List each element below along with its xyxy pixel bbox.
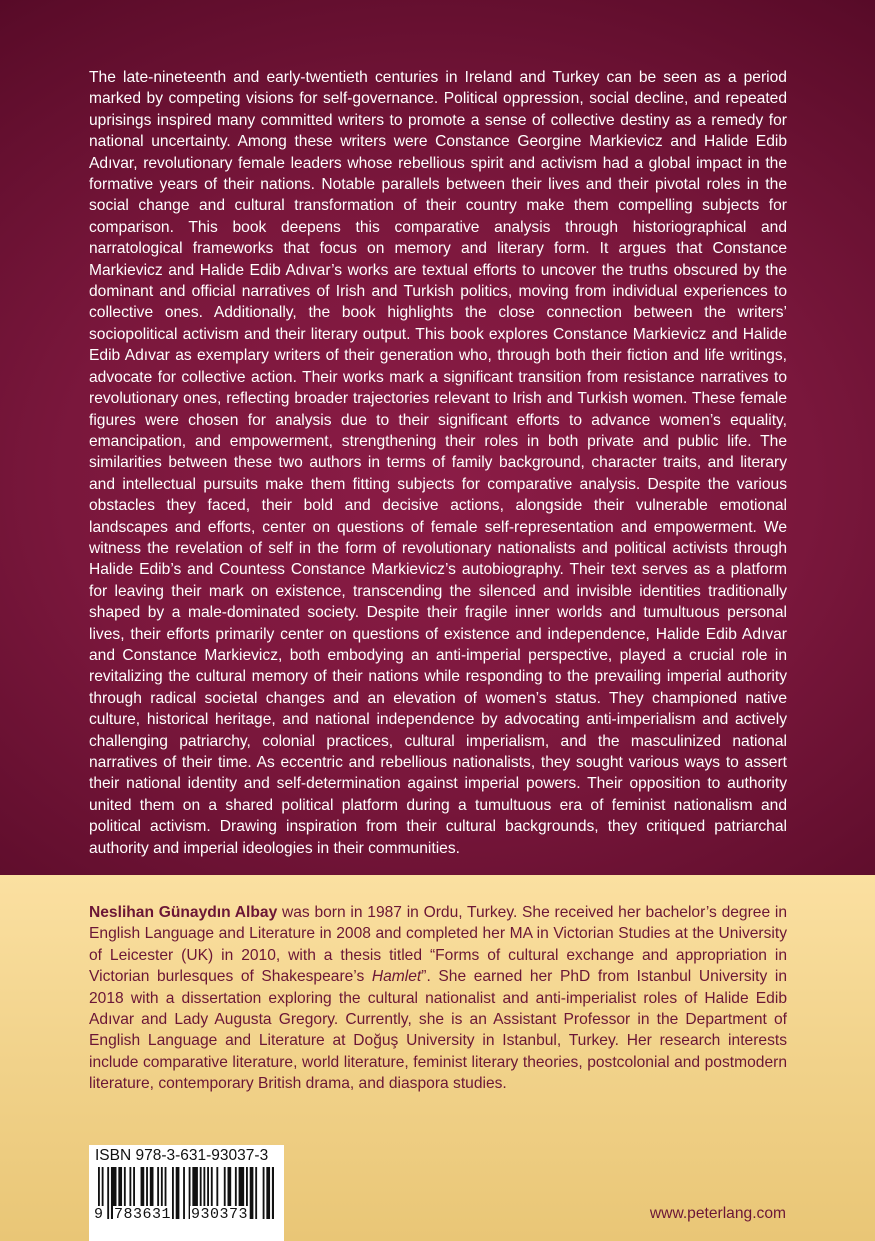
barcode-bar xyxy=(176,1167,180,1219)
barcode-bar xyxy=(250,1167,254,1219)
bio-text-part-2: ”. She earned her PhD from Istanbul University in 2018 with a dissertation exploring the cultural nationalist and anti-imperialist roles of Halide Edib Adıvar and Lady Augusta Gregory. Currently, she is an Assistant Professor in the Department of English Language and Literature at Doğuş University in Istanbul, Turkey. Her research interests include comparative literature, world literature, feminist literary theories, postcolonial and postmodern literature, contemporary British drama, and diaspora studies. xyxy=(89,968,787,1093)
author-bio xyxy=(89,902,787,1095)
isbn-label: ISBN 978-3-631-93037-3 xyxy=(95,1147,269,1164)
barcode-bar xyxy=(183,1167,185,1219)
barcode-bar xyxy=(107,1167,109,1219)
barcode-bar xyxy=(266,1167,270,1219)
bio-text-part-1: was born in 1987 in Ordu, Turkey. She received her bachelor’s degree in English Language and Literature in 2008 and completed her MA in Victorian Studies at the University of Leicester (UK) in 2010, with a thesis titled “Forms of cultural exchange and appropriation in Victorian burlesques of Shakespeare’s xyxy=(89,904,787,986)
publisher-website[interactable]: www.peterlang.com xyxy=(649,1205,786,1222)
isbn-digits-left: 783631 xyxy=(113,1206,172,1226)
thesis-title-italic: Hamlet xyxy=(371,968,422,986)
barcode-bar xyxy=(272,1167,274,1219)
barcode-bar xyxy=(255,1167,257,1219)
isbn-digit-first: 9 xyxy=(93,1206,105,1226)
barcode-bar xyxy=(263,1167,265,1219)
isbn-digits-right: 930373 xyxy=(190,1206,249,1226)
author-name: Neslihan Günaydın Albay xyxy=(89,904,278,921)
barcode-bar xyxy=(172,1167,174,1219)
book-blurb: The late-nineteenth and early-twentieth centuries in Ireland and Turkey can be seen as a period marked by competing visions for self-governance. Political oppression, social decline, and repeated uprisings inspired many committed writers to promote a sense of collective destiny as a remedy for national uncertainty. Among these writers were Constance Georgine Markievicz and Halide Edib Adıvar, revolutionary female leaders whose rebellious spirit and activism had a global impact in the formative years of their nations. Notable parallels between their lives and their pivotal roles in the social change and cultural transformation of their country make them compelling subjects for comparison. This book deepens this comparative analysis through historiographical and narratological frameworks that focus on memory and literary form. It argues that Constance Markievicz and Halide Edib Adıvar’s works are textual efforts to uncover the truths obscured by the dominant and official narratives of Irish and Turkish politics, moving from individual experiences to collective ones. Additionally, the book highlights the close connection between the writers’ sociopolitical activism and their literary output. This book explores Constance Markievicz and Halide Edib Adıvar as exemplary writers of their generation who, through both their fiction and life writings, advocate for collective action. Their works mark a significant transition from resistance narratives to revolutionary ones, reflecting broader trajectories relevant to Irish and Turkish women. These female figures were chosen for analysis due to their significant efforts to advance women’s equality, emancipation, and empowerment, strengthening their roles in both private and public life. The similarities between these two authors in terms of family background, character traits, and literary and intellectual pursuits make them fitting subjects for comparative analysis. Despite the various obstacles they faced, their bold and decisive actions, alongside their vulnerable emotional landscapes and efforts, center on questions of female self-representation and empowerment. We witness the revelation of self in the form of revolutionary nationalists and political activists through Halide Edib’s and Countess Constance Markievicz’s autobiography. Their text serves as a platform for leaving their mark on existence, transcending the silenced and invisible identities traditionally shaped by a male-dominated society. Despite their fragile inner worlds and tumultuous personal lives, their efforts primarily center on questions of existence and independence, Halide Edib Adıvar and Constance Markievicz, both embodying an anti-imperial perspective, played a crucial role in revitalizing the cultural memory of their nations while responding to the prevailing imperial authority through radical societal changes and an elevation of women’s status. They championed native culture, historical heritage, and national independence by advocating anti-imperialism and actively challenging patriarchy, colonial practices, cultural imperialism, and the masculinized national narratives of their time. As eccentric and rebellious nationalists, they sought various ways to assert their national identity and self-determination against imperial powers. Their opposition to authority united them on a shared political platform during a tumultuous era of feminist nationalism and political activism. Drawing inspiration from their cultural backgrounds, they critiqued patriarchal authority and imperial ideologies in their communities. xyxy=(89,69,787,857)
